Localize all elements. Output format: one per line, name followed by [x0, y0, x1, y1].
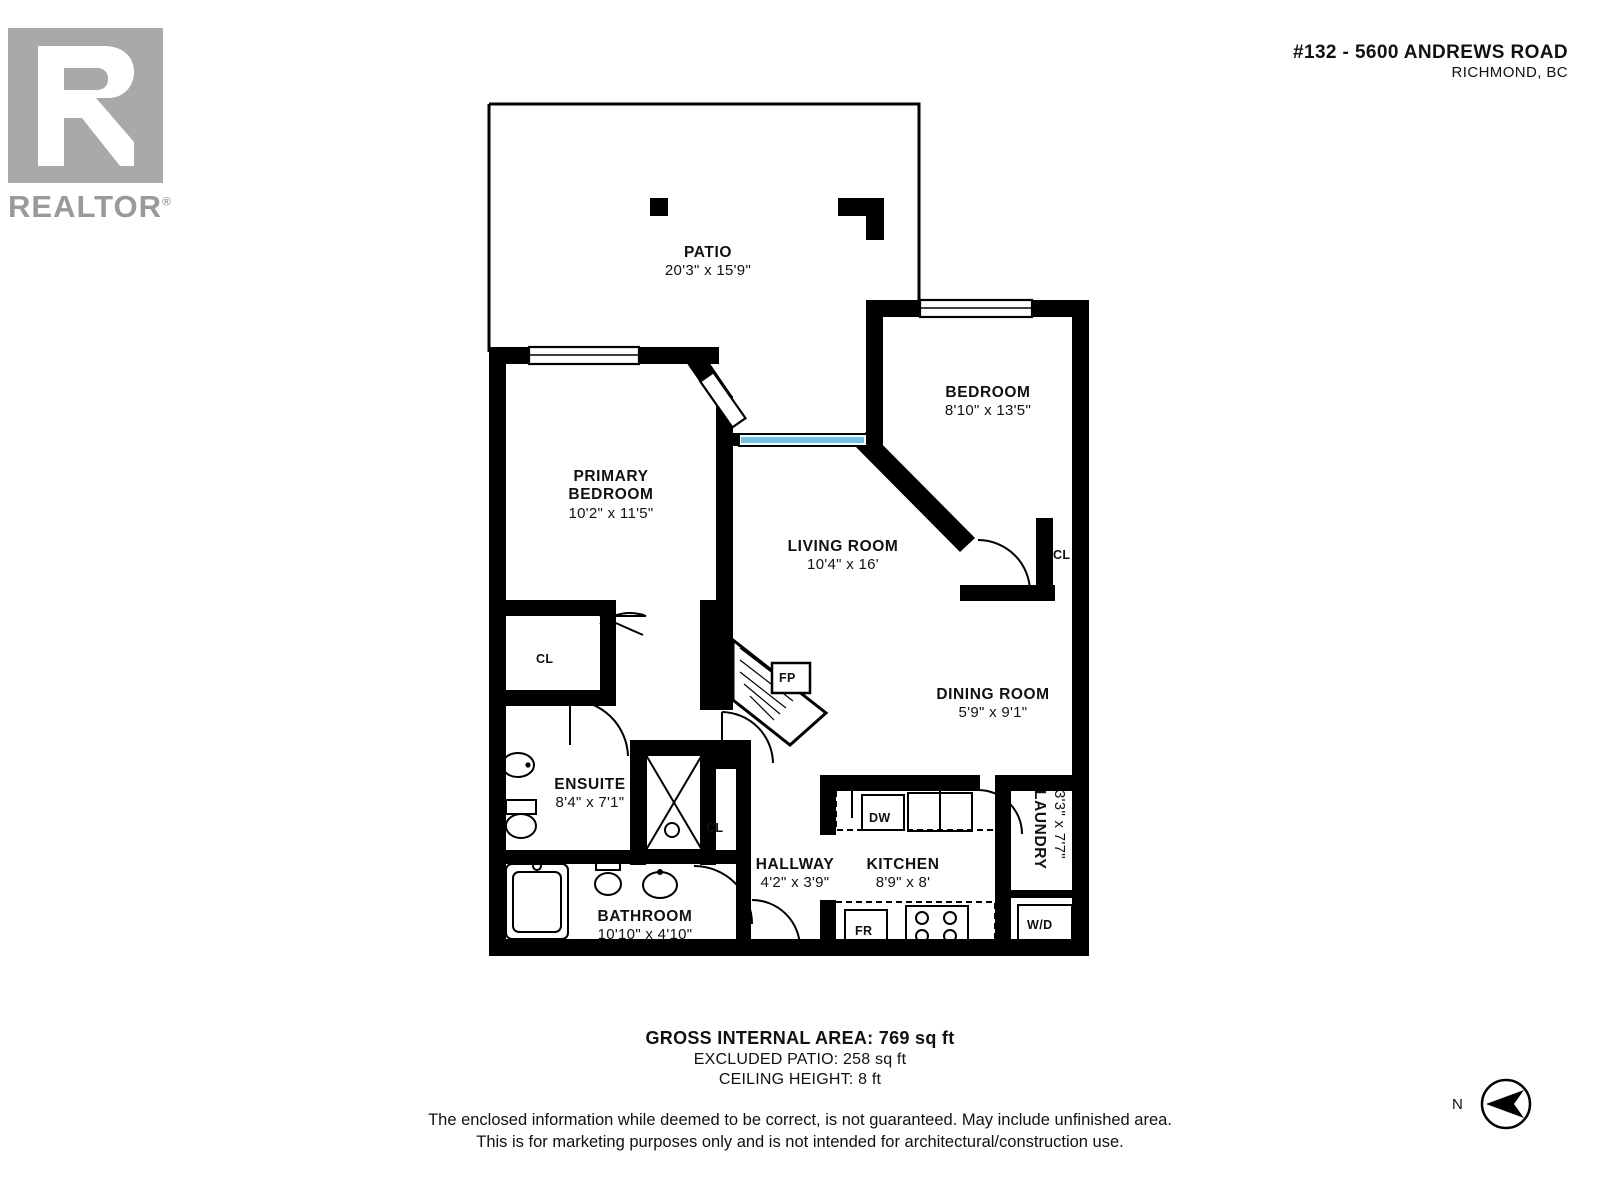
room-label-patio — [608, 244, 808, 280]
hallway-name: HALLWAY — [755, 856, 835, 873]
ensuite-dim: 8'4" x 7'1" — [555, 794, 625, 812]
living-room-dim: 10'4" x 16' — [807, 556, 879, 574]
bathroom-dim: 10'10" x 4'10" — [597, 926, 693, 944]
room-label-laundry-dim — [1050, 790, 1068, 859]
patio-post-left — [650, 198, 668, 216]
address-line-1: #132 - 5600 ANDREWS ROAD — [1293, 42, 1568, 63]
room-label-bedroom — [888, 384, 1088, 420]
label-closet-living: CL — [1053, 548, 1071, 562]
bathroom-name: BATHROOM — [597, 908, 693, 925]
bedroom-name: BEDROOM — [945, 384, 1031, 401]
hallway-dim: 4'2" x 3'9" — [760, 874, 830, 892]
patio-dim: 20'3" x 15'9" — [664, 262, 752, 280]
label-closet-primary: CL — [536, 652, 554, 666]
dining-room-name: DINING ROOM — [936, 686, 1050, 703]
label-fireplace: FP — [779, 671, 796, 685]
address-line-2: RICHMOND, BC — [1451, 63, 1568, 81]
disclaimer — [0, 1109, 1600, 1154]
footer-block — [0, 1028, 1600, 1154]
dining-room-dim: 5'9" x 9'1" — [958, 704, 1028, 722]
room-label-dining-room — [893, 686, 1093, 722]
ensuite-name: ENSUITE — [554, 776, 626, 793]
label-closet-hall: CL — [706, 821, 724, 835]
gross-internal-area — [0, 1028, 1600, 1049]
compass-needle-icon — [1470, 1078, 1542, 1130]
primary-bedroom-dim: 10'2" x 11'5" — [568, 504, 654, 522]
windows — [529, 300, 1032, 446]
disclaimer-line-1: The enclosed information while deemed to be correct, is not guaranteed. May include unfinished area. — [428, 1111, 1172, 1129]
bedroom-dim: 8'10" x 13'5" — [944, 402, 1032, 420]
patio-post-right — [838, 198, 884, 240]
registered-mark: ® — [161, 194, 172, 209]
primary-bedroom-name-line1: PRIMARY — [573, 468, 649, 485]
disclaimer-line-2: This is for marketing purposes only and is not intended for architectural/construction use. — [476, 1133, 1124, 1152]
laundry-name: LAUNDRY — [1031, 790, 1048, 870]
patio-name: PATIO — [683, 244, 733, 261]
fireplace-fixture — [733, 640, 826, 745]
excluded-patio: EXCLUDED PATIO: 258 sq ft — [693, 1051, 907, 1068]
primary-bedroom-name-line2: BEDROOM — [568, 486, 654, 504]
room-label-primary-bedroom — [511, 468, 711, 522]
room-label-laundry — [1030, 790, 1048, 869]
room-label-bathroom — [545, 908, 745, 944]
ceiling-height: CEILING HEIGHT: 8 ft — [718, 1071, 882, 1088]
room-label-living-room — [743, 538, 943, 574]
living-room-name: LIVING ROOM — [787, 538, 899, 555]
kitchen-dim: 8'9" x 8' — [875, 874, 931, 892]
label-washer-dryer: W/D — [1027, 918, 1053, 932]
compass-rose — [1452, 1078, 1542, 1130]
label-fridge: FR — [855, 924, 873, 938]
room-label-ensuite — [495, 776, 685, 812]
patio-outline — [489, 104, 919, 352]
label-dishwasher: DW — [869, 811, 891, 825]
laundry-dim: 3'3" x 7'7" — [1051, 790, 1068, 859]
compass-north-label: N — [1452, 1096, 1463, 1113]
kitchen-name: KITCHEN — [866, 856, 940, 873]
gross-area-label: GROSS INTERNAL AREA: — [645, 1028, 874, 1048]
realtor-wordmark-text: REALTOR — [8, 189, 162, 224]
gross-area-value: 769 sq ft — [878, 1028, 955, 1048]
room-label-kitchen — [828, 856, 978, 892]
